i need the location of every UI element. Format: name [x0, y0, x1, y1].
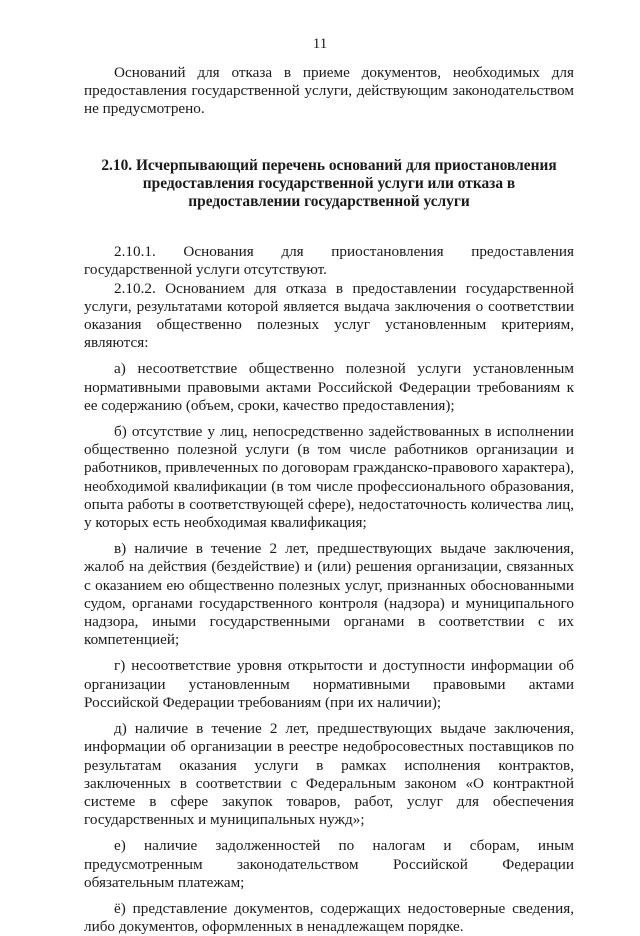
list-item-e: е) наличие задолженностей по налогам и сборам, иным предусмотренным законодательством Российской Федерации обязательным платежам; [84, 837, 574, 891]
list-item-g: г) несоответствие уровня открытости и доступности информации об организации установленным нормативными правовыми актами Российской Федерации требованиям (при их наличии); [84, 657, 574, 711]
document-body [84, 64, 574, 936]
intro-paragraph: Оснований для отказа в приеме документов, необходимых для предоставления государственной услуги, действующим законодательством не предусмотрено. [84, 64, 574, 118]
section-heading: 2.10. Исчерпывающий перечень оснований для приостановления предоставления государственной услуги или отказа в предоставлении государственной услуги [101, 156, 557, 211]
paragraph-2-10-1: 2.10.1. Основания для приостановления предоставления государственной услуги отсутствуют. [84, 243, 574, 279]
paragraph-2-10-2: 2.10.2. Основанием для отказа в предоставлении государственной услуги, результатами которой является выдача заключения о соответствии оказания общественно полезных услуг установленным критериям, являются: [84, 279, 574, 352]
list-item-b: б) отсутствие у лиц, непосредственно задействованных в исполнении общественно полезной услуги (в том числе работников организации и работников, привлеченных по договорам гражданско-правового характера), необходимой квалификации (в том числе профессионального образования, опыта работы в соответствующей сфере), недостаточность количества лиц, у которых есть необходимая квалификация; [84, 423, 574, 532]
list-item-d: д) наличие в течение 2 лет, предшествующих выдаче заключения, информации об организации в реестре недобросовестных поставщиков по результатам оказания услуги в рамках исполнения контрактов, заключенных в соответствии с Федеральным законом «О контрактной системе в сфере закупок товаров, работ, услуг для обеспечения государственных и муниципальных нужд»; [84, 720, 574, 829]
list-item-a: а) несоответствие общественно полезной услуги установленным нормативными правовыми актами Российской Федерации требованиям к ее содержанию (объем, сроки, качество предоставления); [84, 360, 574, 414]
page-number: 11 [312, 36, 328, 52]
list-item-yo: ё) представление документов, содержащих недостоверные сведения, либо документов, оформленных в ненадлежащем порядке. [84, 899, 574, 936]
list-item-v: в) наличие в течение 2 лет, предшествующих выдаче заключения, жалоб на действия (бездействие) и (или) решения организации, связанных с оказанием ею общественно полезных услуг, признанных обоснованными судом, органами государственного контроля (надзора) и муниципального надзора, иными государственными органами в соответствии с их компетенцией; [84, 540, 574, 649]
